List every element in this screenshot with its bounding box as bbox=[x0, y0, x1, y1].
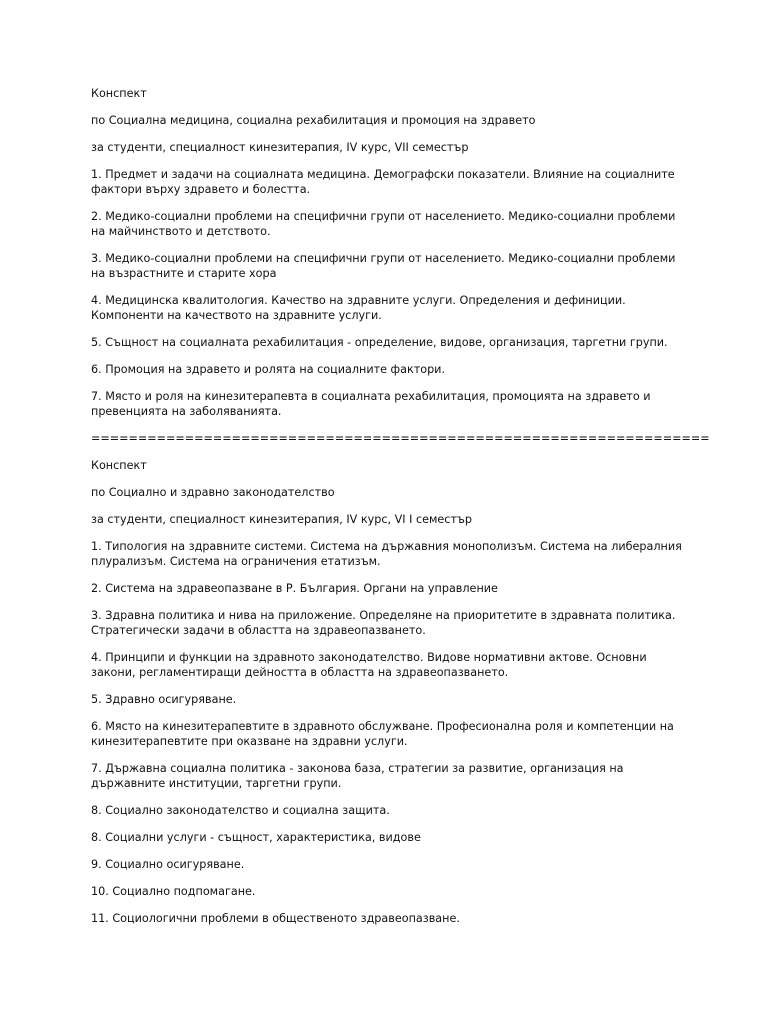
list-item: 7. Държавна социална политика - законова база, стратегии за развитие, организация на държавните институции, таргетни групи. bbox=[91, 762, 624, 790]
list-item: 6. Място на кинезитерапевтите в здравното обслужване. Професионална роля и компетенции на кинезитерапевтите при оказване на здравни услуги. bbox=[91, 720, 674, 748]
list-item: 9. Социално осигуряване. bbox=[91, 858, 245, 871]
list-item: 11. Социологични проблеми в общественото здравеопазване. bbox=[91, 912, 460, 925]
list-item: 5. Същност на социалната рехабилитация - определение, видове, организация, таргетни групи. bbox=[91, 336, 668, 349]
section-audience: за студенти, специалност кинезитерапия, IV курс, VII семестър bbox=[91, 141, 469, 154]
document-page bbox=[91, 86, 710, 938]
section-social-medicine bbox=[91, 86, 691, 419]
list-item: 3. Здравна политика и нива на приложение. Определяне на приоритетите в здравната политика. Стратегически задачи в областта на здравеопазването. bbox=[91, 609, 676, 637]
section-audience: за студенти, специалност кинезитерапия, IV курс, VI I семестър bbox=[91, 513, 472, 526]
list-item: 6. Промоция на здравето и ролята на социалните фактори. bbox=[91, 363, 446, 376]
list-item: 7. Място и роля на кинезитерапевта в социалната рехабилитация, промоцията на здравето и превенцията на заболяванията. bbox=[91, 390, 651, 418]
list-item: 4. Медицинска квалитология. Качество на здравните услуги. Определения и дефиниции. Компоненти на качеството на здравните услуги. bbox=[91, 294, 626, 322]
list-item: 1. Типология на здравните системи. Система на държавния монополизъм. Система на либералния плурализъм. Система на ограничения етатизъм. bbox=[91, 540, 682, 568]
section-subject: по Социално и здравно законодателство bbox=[91, 486, 335, 499]
list-item: 8. Социално законодателство и социална защита. bbox=[91, 804, 390, 817]
section-title: Конспект bbox=[91, 459, 147, 472]
section-subject: по Социална медицина, социална рехабилитация и промоция на здравето bbox=[91, 114, 536, 127]
section-social-health-law bbox=[91, 458, 691, 926]
list-item: 10. Социално подпомагане. bbox=[91, 885, 256, 898]
section-separator: ================================================================== bbox=[91, 432, 710, 445]
list-item: 2. Медико-социални проблеми на специфични групи от населението. Медико-социални проблеми на майчинството и детството. bbox=[91, 210, 676, 238]
list-item: 8. Социални услуги - същност, характеристика, видове bbox=[91, 831, 421, 844]
list-item: 1. Предмет и задачи на социалната медицина. Демографски показатели. Влияние на социалните фактори върху здравето и болестта. bbox=[91, 168, 675, 196]
list-item: 2. Система на здравеопазване в Р. България. Органи на управление bbox=[91, 582, 498, 595]
list-item: 3. Медико-социални проблеми на специфични групи от населението. Медико-социални проблеми на възрастните и старите хора bbox=[91, 252, 676, 280]
section-title: Конспект bbox=[91, 87, 147, 100]
list-item: 4. Принципи и функции на здравното законодателство. Видове нормативни актове. Основни закони, регламентиращи дейността в областта на здравеопазването. bbox=[91, 651, 647, 679]
list-item: 5. Здравно осигуряване. bbox=[91, 693, 237, 706]
